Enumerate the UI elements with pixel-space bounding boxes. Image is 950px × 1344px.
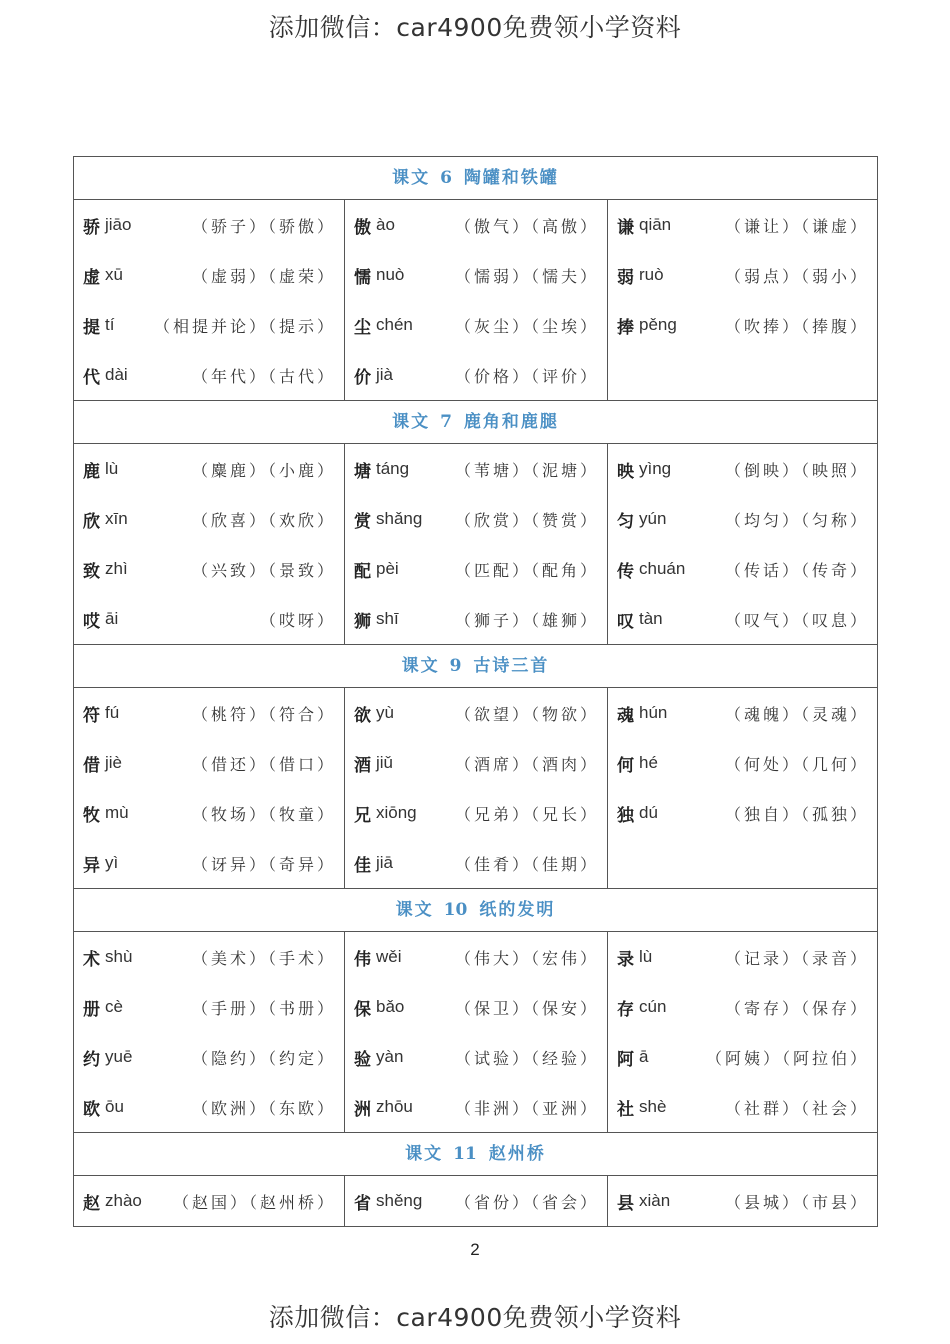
header-banner: 添加微信：car4900免费领小学资料 (268, 13, 682, 42)
vocab-words: （借还）（借口） (191, 754, 336, 774)
vocab-pinyin: yù (376, 703, 394, 722)
vocab-character: 代 (83, 367, 100, 388)
vocab-character: 保 (354, 999, 371, 1020)
lesson-title (74, 889, 877, 932)
vocab-character: 哎 (83, 611, 100, 632)
vocab-character: 捧 (617, 317, 634, 338)
vocab-words: （欲望）（物欲） (454, 704, 599, 724)
vocab-pinyin: fú (105, 703, 120, 722)
vocab-entry (354, 594, 599, 644)
vocab-character: 欲 (354, 705, 371, 726)
vocab-pinyin: xiàn (639, 1191, 671, 1210)
vocab-pinyin: āi (105, 609, 119, 628)
vocab-character: 骄 (83, 217, 100, 238)
vocab-entry (83, 932, 336, 982)
vocab-character: 弱 (617, 267, 634, 288)
vocab-words: （虚弱）（虚荣） (191, 266, 336, 286)
vocab-entry (354, 1032, 599, 1082)
vocab-pinyin: yì (105, 853, 119, 872)
vocab-words: （谦让）（谦虚） (724, 216, 869, 236)
vocab-entry (617, 544, 869, 594)
lesson-number: 7 (440, 412, 452, 432)
vocab-pinyin: lù (105, 459, 119, 478)
vocab-entry (617, 594, 869, 644)
vocab-character: 傲 (354, 217, 371, 238)
vocab-character: 异 (83, 855, 100, 876)
vocab-pinyin: zhōu (376, 1097, 413, 1116)
vocab-words: （均匀）（匀称） (724, 510, 869, 530)
vocab-column (608, 200, 877, 400)
vocab-entry (354, 738, 599, 788)
vocab-pinyin: xū (105, 265, 123, 284)
vocab-pinyin: jià (376, 365, 394, 384)
lesson-name: 古诗三首 (473, 656, 550, 676)
vocab-pinyin: chuán (639, 559, 686, 578)
vocab-pinyin: yàn (376, 1047, 404, 1066)
vocab-words: （苇塘）（泥塘） (454, 460, 599, 480)
lesson-label: 课文 (392, 168, 431, 188)
vocab-character: 配 (354, 561, 371, 582)
vocab-column (608, 688, 877, 888)
vocab-entry (354, 250, 599, 300)
vocab-entry (83, 1032, 336, 1082)
vocab-words: （狮子）（雄狮） (454, 610, 599, 630)
vocab-entry (83, 544, 336, 594)
vocab-character: 匀 (617, 511, 634, 532)
vocab-entry (354, 838, 599, 888)
vocab-words: （隐约）（约定） (191, 1048, 336, 1068)
vocab-entry (617, 788, 869, 838)
vocab-pinyin: dú (639, 803, 658, 822)
vocab-entry (617, 1082, 869, 1132)
vocab-character: 术 (83, 949, 100, 970)
vocab-words: （叹气）（叹息） (724, 610, 869, 630)
vocab-column (74, 200, 345, 400)
vocab-entry (354, 1176, 599, 1226)
vocab-entry (83, 594, 336, 644)
vocab-pinyin: shè (639, 1097, 667, 1116)
lesson-number: 9 (449, 656, 462, 676)
vocab-entry (83, 982, 336, 1032)
lesson-name: 鹿角和鹿腿 (463, 412, 559, 432)
vocab-character: 懦 (354, 267, 371, 288)
vocab-entry (83, 1176, 336, 1226)
vocab-words: （寄存）（保存） (724, 998, 869, 1018)
vocab-pinyin: ruò (639, 265, 664, 284)
page-number: 2 (470, 1240, 480, 1259)
vocab-entry (617, 982, 869, 1032)
vocab-words: （记录）（录音） (724, 948, 869, 968)
vocab-pinyin: pèi (376, 559, 399, 578)
vocab-entry (354, 982, 599, 1032)
vocab-pinyin: jiè (105, 753, 123, 772)
vocab-pinyin: shù (105, 947, 133, 966)
vocab-character: 魂 (617, 705, 634, 726)
vocab-entry (617, 688, 869, 738)
vocab-entry (617, 200, 869, 250)
lesson-label: 课文 (405, 1144, 444, 1164)
vocab-column (608, 932, 877, 1132)
vocab-pinyin: nuò (376, 265, 405, 284)
vocab-words: （何处）（几何） (724, 754, 869, 774)
lesson-number: 6 (440, 168, 452, 188)
vocab-words: （非洲）（亚洲） (454, 1098, 599, 1118)
vocab-entry (354, 788, 599, 838)
vocab-pinyin: yìng (639, 459, 672, 478)
vocab-words: （酒席）（酒肉） (454, 754, 599, 774)
vocab-words: （兴致）（景致） (191, 560, 336, 580)
vocab-entry (83, 738, 336, 788)
lesson-section (74, 1133, 877, 1226)
vocab-column (74, 688, 345, 888)
vocab-entry (83, 300, 336, 350)
vocab-words: （赵国）（赵州桥） (172, 1192, 336, 1212)
vocab-entry (617, 1176, 869, 1226)
vocab-entry (354, 688, 599, 738)
vocab-entry (83, 688, 336, 738)
vocabulary-table (73, 156, 878, 1227)
vocab-character: 约 (83, 1049, 100, 1070)
vocab-entry (354, 1082, 599, 1132)
vocab-words: （阿姨）（阿拉伯） (705, 1048, 869, 1068)
lesson-section (74, 157, 877, 401)
vocab-pinyin: ào (376, 215, 395, 234)
vocab-character: 价 (354, 367, 371, 388)
lesson-section (74, 645, 877, 889)
vocab-pinyin: shǎng (376, 509, 423, 528)
vocab-character: 兄 (354, 805, 371, 826)
vocab-character: 欣 (83, 511, 100, 532)
vocab-words: （价格）（评价） (454, 366, 599, 386)
vocab-pinyin: tàn (639, 609, 663, 628)
vocab-pinyin: xīn (105, 509, 128, 528)
vocab-character: 洲 (354, 1099, 371, 1120)
lesson-label: 课文 (401, 656, 440, 676)
vocab-character: 狮 (354, 611, 371, 632)
lesson-name: 陶罐和铁罐 (463, 168, 559, 188)
vocab-words: （吹捧）（捧腹） (724, 316, 869, 336)
vocab-character: 借 (83, 755, 100, 776)
lesson-name: 赵州桥 (488, 1144, 546, 1164)
vocab-character: 尘 (354, 317, 371, 338)
vocab-words: （牧场）（牧童） (191, 804, 336, 824)
vocab-character: 赵 (83, 1193, 100, 1214)
vocab-pinyin: xiōng (376, 803, 417, 822)
vocab-entry (354, 932, 599, 982)
vocab-words: （传话）（传奇） (724, 560, 869, 580)
lesson-grid (74, 688, 877, 889)
lesson-section (74, 889, 877, 1133)
vocab-character: 省 (354, 1193, 371, 1214)
lesson-title (74, 1133, 877, 1176)
vocab-words: （佳肴）（佳期） (454, 854, 599, 874)
vocab-words: （试验）（经验） (454, 1048, 599, 1068)
vocab-words: （匹配）（配角） (454, 560, 599, 580)
vocab-entry (83, 838, 336, 888)
vocab-entry (83, 350, 336, 400)
lesson-number: 10 (443, 900, 468, 920)
vocab-entry (354, 544, 599, 594)
lesson-number: 11 (453, 1144, 477, 1164)
vocab-pinyin: bǎo (376, 997, 405, 1016)
vocab-character: 佳 (354, 855, 371, 876)
lesson-label: 课文 (392, 412, 431, 432)
vocab-pinyin: zhào (105, 1191, 142, 1210)
lesson-section (74, 401, 877, 645)
vocab-character: 符 (83, 705, 100, 726)
vocab-words: （灰尘）（尘埃） (454, 316, 599, 336)
vocab-character: 映 (617, 461, 634, 482)
vocab-entry (83, 494, 336, 544)
vocab-words: （麋鹿）（小鹿） (191, 460, 336, 480)
vocab-column (608, 1176, 877, 1226)
vocab-words: （骄子）（骄傲） (191, 216, 336, 236)
vocab-pinyin: qiān (639, 215, 672, 234)
vocab-column (608, 444, 877, 644)
vocab-pinyin: yuē (105, 1047, 133, 1066)
vocab-character: 存 (617, 999, 634, 1020)
vocab-words: （弱点）（弱小） (724, 266, 869, 286)
lesson-name: 纸的发明 (479, 900, 556, 920)
vocab-words: （讶异）（奇异） (191, 854, 336, 874)
vocab-character: 社 (617, 1099, 634, 1120)
vocab-words: （傲气）（高傲） (454, 216, 599, 236)
vocab-pinyin: hún (639, 703, 668, 722)
vocab-character: 谦 (617, 217, 634, 238)
vocab-pinyin: lù (639, 947, 653, 966)
vocab-pinyin: ā (639, 1047, 649, 1066)
vocab-pinyin: cè (105, 997, 123, 1016)
vocab-words: （兄弟）（兄长） (454, 804, 599, 824)
lesson-title (74, 157, 877, 200)
vocab-entry (83, 200, 336, 250)
vocab-pinyin: ōu (105, 1097, 124, 1116)
lesson-title (74, 645, 877, 688)
vocab-character: 提 (83, 317, 100, 338)
vocab-character: 册 (83, 999, 100, 1020)
lesson-grid (74, 1176, 877, 1226)
vocab-character: 独 (617, 805, 634, 826)
vocab-words: （魂魄）（灵魂） (724, 704, 869, 724)
vocab-words: （县城）（市县） (724, 1192, 869, 1212)
vocab-column (74, 932, 345, 1132)
vocab-words: （省份）（省会） (454, 1192, 599, 1212)
vocab-entry (617, 300, 869, 350)
vocab-column (345, 200, 608, 400)
vocab-words: （欧洲）（东欧） (191, 1098, 336, 1118)
vocab-entry (354, 494, 599, 544)
lesson-grid (74, 200, 877, 401)
vocab-column (345, 444, 608, 644)
vocab-entry (617, 444, 869, 494)
vocab-entry (354, 300, 599, 350)
vocab-character: 伟 (354, 949, 371, 970)
vocab-entry (617, 250, 869, 300)
vocab-words: （独自）（孤独） (724, 804, 869, 824)
vocab-entry (83, 788, 336, 838)
vocab-character: 阿 (617, 1049, 634, 1070)
vocab-entry (354, 200, 599, 250)
vocab-character: 牧 (83, 805, 100, 826)
vocab-character: 致 (83, 561, 100, 582)
vocab-character: 县 (617, 1193, 634, 1214)
vocab-character: 欧 (83, 1099, 100, 1120)
vocab-pinyin: táng (376, 459, 410, 478)
vocab-words: （懦弱）（懦夫） (454, 266, 599, 286)
vocab-pinyin: tí (105, 315, 115, 334)
vocab-character: 鹿 (83, 461, 100, 482)
vocab-words: （欣喜）（欢欣） (191, 510, 336, 530)
vocab-column (345, 1176, 608, 1226)
vocab-character: 赏 (354, 511, 371, 532)
vocab-character: 录 (617, 949, 634, 970)
vocab-words: （年代）（古代） (191, 366, 336, 386)
vocab-entry (83, 250, 336, 300)
vocab-words: （相提并论）（提示） (153, 316, 336, 336)
vocab-pinyin: jiāo (105, 215, 132, 234)
vocab-pinyin: shī (376, 609, 399, 628)
lesson-title (74, 401, 877, 444)
vocab-column (345, 688, 608, 888)
lesson-grid (74, 444, 877, 645)
vocab-column (345, 932, 608, 1132)
vocab-entry (617, 494, 869, 544)
vocab-pinyin: dài (105, 365, 128, 384)
vocab-pinyin: jiā (376, 853, 394, 872)
vocab-pinyin: yún (639, 509, 667, 528)
vocab-words: （保卫）（保安） (454, 998, 599, 1018)
vocab-column (74, 1176, 345, 1226)
lesson-grid (74, 932, 877, 1133)
vocab-entry (83, 1082, 336, 1132)
vocab-pinyin: shěng (376, 1191, 423, 1210)
vocab-pinyin: cún (639, 997, 667, 1016)
vocab-character: 验 (354, 1049, 371, 1070)
vocab-character: 叹 (617, 611, 634, 632)
vocab-pinyin: wěi (376, 947, 402, 966)
vocab-character: 何 (617, 755, 634, 776)
lesson-label: 课文 (395, 900, 434, 920)
vocab-words: （美术）（手术） (191, 948, 336, 968)
vocab-character: 虚 (83, 267, 100, 288)
vocab-entry (617, 932, 869, 982)
vocab-entry (354, 444, 599, 494)
vocab-entry (617, 738, 869, 788)
vocab-pinyin: hé (639, 753, 658, 772)
vocab-pinyin: zhì (105, 559, 128, 578)
vocab-words: （哎呀） (259, 610, 336, 630)
vocab-entry (617, 1032, 869, 1082)
vocab-column (74, 444, 345, 644)
vocab-entry (83, 444, 336, 494)
vocab-words: （伟大）（宏伟） (454, 948, 599, 968)
vocab-pinyin: mù (105, 803, 129, 822)
vocab-words: （欣赏）（赞赏） (454, 510, 599, 530)
vocab-character: 塘 (354, 461, 371, 482)
vocab-pinyin: pěng (639, 315, 677, 334)
vocab-words: （倒映）（映照） (724, 460, 869, 480)
vocab-words: （社群）（社会） (724, 1098, 869, 1118)
vocab-character: 酒 (354, 755, 371, 776)
vocab-pinyin: chén (376, 315, 413, 334)
footer-banner: 添加微信：car4900免费领小学资料 (268, 1303, 682, 1332)
vocab-character: 传 (617, 561, 634, 582)
vocab-pinyin: jiǔ (376, 753, 394, 772)
vocab-words: （手册）（书册） (191, 998, 336, 1018)
vocab-words: （桃符）（符合） (191, 704, 336, 724)
vocab-entry (354, 350, 599, 400)
